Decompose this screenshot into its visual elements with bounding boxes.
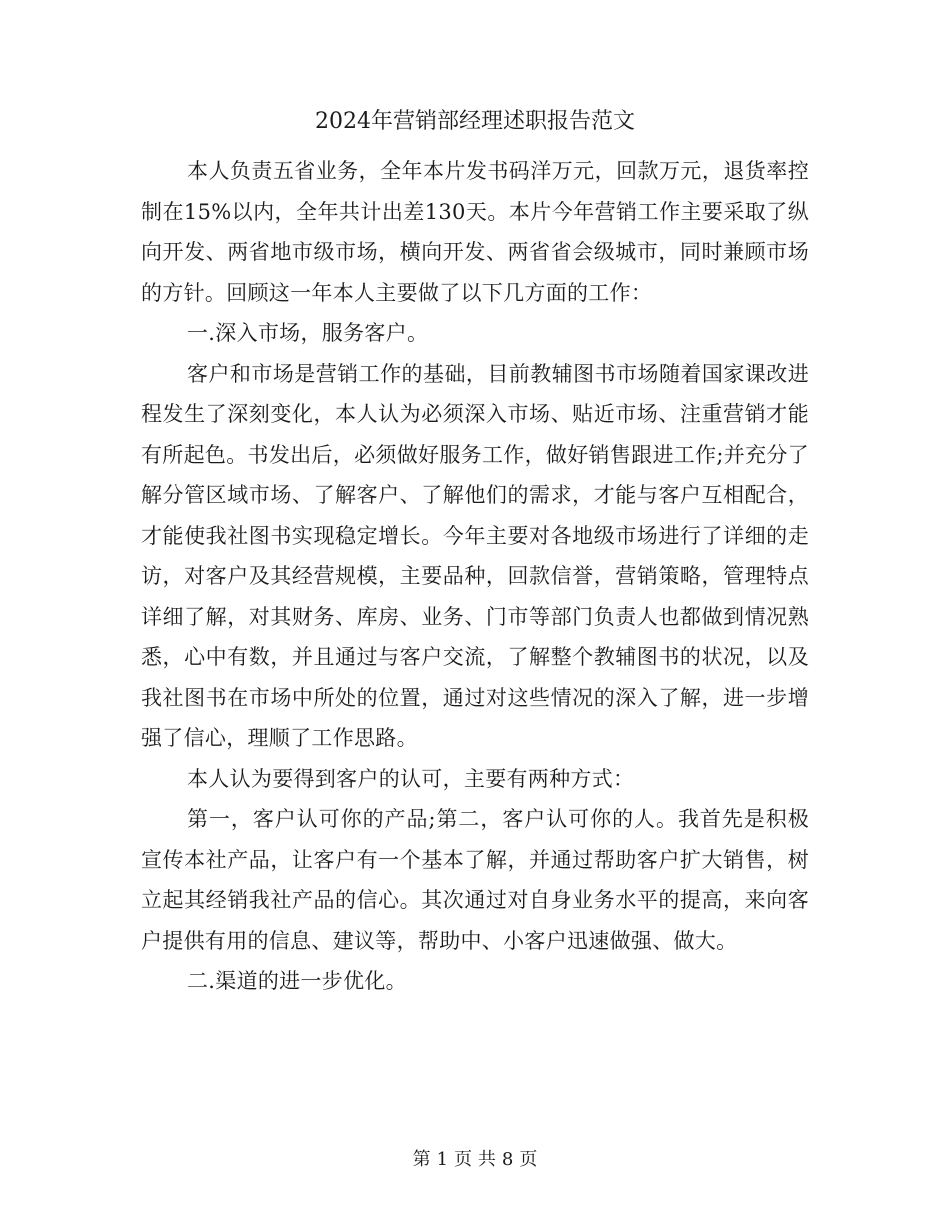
footer-prefix: 第 xyxy=(412,1149,431,1170)
section-heading-1: 一.深入市场，服务客户。 xyxy=(187,321,429,345)
paragraph-methods: 第一，客户认可你的产品;第二，客户认可你的人。我首先是积极宣传本社产品，让客户有一个基本了解，并通过帮助客户扩大销售，树立起其经销我社产品的信心。其次通过对自身业务水平的提高，来向客户提供有用的信息、建议等，帮助中、小客户迅速做强、做大。 xyxy=(141,807,809,953)
footer-suffix: 页 xyxy=(519,1149,538,1170)
paragraph-intro: 本人负责五省业务，全年本片发书码洋万元，回款万元，退货率控制在15%以内，全年共计出差130天。本片今年营销工作主要采取了纵向开发、两省地市级市场，横向开发、两省省会级城市，同时兼顾市场的方针。回顾这一年本人主要做了以下几方面的工作： xyxy=(141,159,809,305)
page-footer xyxy=(0,1146,950,1174)
paragraph-market: 客户和市场是营销工作的基础，目前教辅图书市场随着国家课改进程发生了深刻变化，本人认为必须深入市场、贴近市场、注重营销才能有所起色。书发出后，必须做好服务工作，做好销售跟进工作;并充分了解分管区域市场、了解客户、了解他们的需求，才能与客户互相配合，才能使我社图书实现稳定增长。今年主要对各地级市场进行了详细的走访，对客户及其经营规模，主要品种，回款信誉，营销策略，管理特点详细了解，对其财务、库房、业务、门市等部门负责人也都做到情况熟悉，心中有数，并且通过与客户交流，了解整个教辅图书的状况，以及我社图书在市场中所处的位置，通过对这些情况的深入了解，进一步增强了信心，理顺了工作思路。 xyxy=(141,361,809,750)
section-heading-2: 二.渠道的进一步优化。 xyxy=(187,969,407,993)
footer-total-pages: 8 xyxy=(501,1149,514,1170)
footer-mid: 页 共 xyxy=(454,1149,496,1170)
document-body xyxy=(141,151,809,1002)
document-title: 2024年营销部经理述职报告范文 xyxy=(315,109,635,134)
paragraph-approval: 本人认为要得到客户的认可，主要有两种方式： xyxy=(187,766,635,791)
footer-current-page: 1 xyxy=(436,1149,449,1170)
